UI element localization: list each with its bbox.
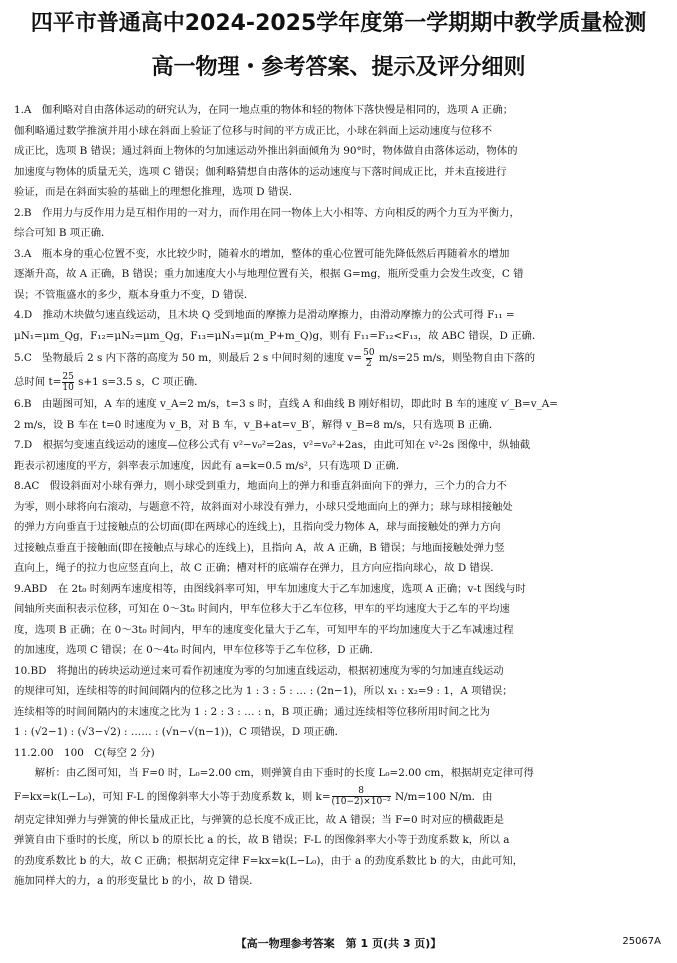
text-line: 为零，则小球将向右滚动，与题意不符，故斜面对小球没有弹力，小球只受地面向上的弹力；球与球相接触处 xyxy=(14,500,513,513)
text-line: 连续相等的时间间隔内的末速度之比为 1 : 2 : 3 : … : n，B 项正确；通过连续相等位移所用时间之比为 xyxy=(14,705,491,718)
text-line: 9.ABD 在 2t₀ 时刻两车速度相等，由图线斜率可知，甲车加速度大于乙车加速度，选项 A 正确；v-t 图线与时 xyxy=(14,582,526,595)
text-line: 度，选项 B 正确；在 0～3t₀ 时间内，甲车的速度变化量大于乙车，可知甲车的平均加速度大于乙车减速过程 xyxy=(14,623,514,636)
text-line: 8.AC 假设斜面对小球有弹力，则小球受到重力，地面向上的弹力和垂直斜面向下的弹力，三个力的合力不 xyxy=(14,480,507,492)
fraction xyxy=(62,372,73,393)
text-line: 3.A 瓶本身的重心位置不变，水比较少时，随着水的增加，整体的重心位置可能先降低然后再随着水的增加 xyxy=(14,247,510,260)
text-line: 解析：由乙图可知，当 F=0 时，L₀=2.00 cm，则弹簧自由下垂时的长度 L₀=2.00 cm，根据胡克定律可得 xyxy=(14,767,534,779)
document-subtitle: 高一物理・参考答案、提示及评分细则 xyxy=(151,55,526,80)
text-line: 7.D 根据匀变速直线运动的速度—位移公式有 v²−v₀²=2as，v²=v₀²+2as，由此可知在 v²-2s 图像中，纵轴截 xyxy=(14,439,531,451)
document-title: 四平市普通高中2024-2025学年度第一学期期中教学质量检测 xyxy=(30,11,647,36)
answer-8 xyxy=(14,476,664,579)
page-footer xyxy=(0,935,677,951)
answer-5 xyxy=(14,346,664,394)
text-line: 的规律可知，连续相等的时间间隔内的位移之比为 1 : 3 : 5 : … : (2n−1)，所以 x₁ : x₂=9 : 1，A 项错误； xyxy=(14,685,513,697)
text-line: 成正比，选项 B 错误；通过斜面上物体的匀加速运动外推出斜面倾角为 90°时，物体做自由落体运动，物体的 xyxy=(14,145,518,157)
text-line: 过接触点垂直于接触面(即在接触点与球心的连线上)，且指向 A，故 A 正确，B 错误；与地面接触处弹力竖 xyxy=(14,541,505,554)
fraction-numerator: 8 xyxy=(358,786,364,796)
answer-6 xyxy=(14,394,664,435)
text-line xyxy=(14,346,664,370)
text-line: 的加速度，选项 C 错误；在 0～4t₀ 时间内，甲车位移等于乙车位移，D 正确． xyxy=(14,644,381,656)
text-line: 的弹力方向垂直于过接触点的公切面(即在两球心的连线上)，且指向受力物体 A，球与面接触处的弹力方向 xyxy=(14,521,501,533)
text-line: 误；不管瓶盛水的多少，瓶本身重力不变，D 错误． xyxy=(14,288,255,301)
answer-10 xyxy=(14,661,664,743)
text-line xyxy=(14,784,664,810)
text-line: 1 : (√2−1) : (√3−√2) : …… : (√n−√(n−1))，C 项错误，D 项正确． xyxy=(14,726,346,738)
text-line: 2 m/s，设 B 车在 t=0 时速度为 v_B，对 B 车，v_B+at=v_B′，解得 v_B=8 m/s，只有选项 B 正确． xyxy=(14,418,500,431)
text-line: 10.BD 将抛出的砖块运动逆过来可看作初速度为零的匀加速直线运动，根据初速度为零的匀加速直线运动 xyxy=(14,664,504,677)
text-line: 的劲度系数比 b 的大，故 C 正确；根据胡克定律 F=kx=k(L−L₀)，由于 a 的劲度系数比 b 的大，由此可知， xyxy=(14,854,524,867)
text-line: μN₁=μm_Qg，F₁₂=μN₂=μm_Qg，F₁₃=μN₃=μ(m_P+m_Q)g，则有 F₁₁=F₁₂<F₁₃，故 ABC 错误，D 正确． xyxy=(14,329,543,342)
fraction-denominator: 2 xyxy=(365,358,372,369)
fraction-numerator: 50 xyxy=(363,347,375,358)
answer-4 xyxy=(14,305,664,346)
text-line: 弹簧自由下垂时的长度，所以 b 的原长比 a 的长，故 B 错误；F-L 的图像斜率大小等于劲度系数 k，所以 a xyxy=(14,834,510,846)
fraction xyxy=(332,786,391,807)
text-line: 6.B 由题图可知，A 车的速度 v_A=2 m/s，t=3 s 时，直线 A 和曲线 B 刚好相切，即此时 B 车的速度 v′_B=v_A= xyxy=(14,398,559,410)
text-line: 距表示初速度的平方，斜率表示加速度，因此有 a=k=0.5 m/s²，只有选项 D 正确． xyxy=(14,459,407,472)
text-line: 2.B 作用力与反作用力是互相作用的一对力，而作用在同一物体上大小相等、方向相反的两个力互为平衡力， xyxy=(14,206,520,219)
fraction-numerator: 25 xyxy=(62,371,74,382)
text-line: 逐渐升高，故 A 正确，B 错误；重力加速度大小与地理位置有关，根据 G=mg，瓶所受重力会发生改变，C 错 xyxy=(14,268,524,280)
answer-2 xyxy=(14,203,664,244)
text-line: 加速度与物体的质量无关，选项 C 错误；伽利略猜想自由落体的运动速度与下落时间成正比，并未直接进行 xyxy=(14,165,507,178)
text-line: 直向上，绳子的拉力也应竖直向上，故 C 正确；槽对杆的底端存在弹力，且方向应指向球心，故 D 错误． xyxy=(14,562,501,574)
text-line: 施加同样大的力，a 的形变量比 b 的小，故 D 错误． xyxy=(14,875,260,887)
text-line: 验证，而是在斜面实验的基础上的理想化推理，选项 D 错误． xyxy=(14,186,300,198)
text-segment: s+1 s=3.5 s，C 项正确． xyxy=(74,376,205,388)
footer-code: 25067A xyxy=(622,936,661,947)
text-line: 间轴所夹面积表示位移，可知在 0～3t₀ 时间内，甲车位移大于乙车位移，甲车的平均速度大于乙车的平均速 xyxy=(14,603,510,615)
text-segment: m/s=25 m/s，则坠物自由下落的 xyxy=(375,352,535,364)
text-line: 4.D 推动木块做匀速直线运动，且木块 Q 受到地面的摩擦力是滑动摩擦力，由滑动摩擦力的公式可得 F₁₁ = xyxy=(14,309,515,321)
answer-9 xyxy=(14,579,664,661)
footer-page-info: 【高一物理参考答案 第 1 页(共 3 页)】 xyxy=(235,937,442,950)
text-line xyxy=(14,370,664,394)
text-segment: F=kx=k(L−L₀)，可知 F-L 的图像斜率大小等于劲度系数 k，则 k= xyxy=(14,790,331,803)
fraction xyxy=(363,348,374,369)
text-line: 1.A 伽利略对自由落体运动的研究认为，在同一地点重的物体和轻的物体下落快慢是相同的，选项 A 正确； xyxy=(14,104,514,116)
fraction-denominator: 10 xyxy=(62,382,74,393)
text-line: 综合可知 B 项正确． xyxy=(14,227,112,239)
text-segment: N/m=100 N/m．由 xyxy=(391,790,493,803)
text-line: 伽利略通过数学推演并用小球在斜面上验证了位移与时间的平方成正比，小球在斜面上运动速度与位移不 xyxy=(14,124,492,137)
text-segment: 5.C 坠物最后 2 s 内下落的高度为 50 m，则最后 2 s 中间时刻的速度 v= xyxy=(14,352,363,364)
answer-11 xyxy=(14,743,664,892)
answer-1 xyxy=(14,100,664,203)
fraction-denominator: (10−2)×10⁻² xyxy=(331,797,391,807)
answer-3 xyxy=(14,244,664,306)
text-segment: 总时间 t= xyxy=(14,376,62,388)
answer-7 xyxy=(14,435,664,476)
answer-content xyxy=(14,100,664,892)
text-line: 胡克定律知弹力与弹簧的伸长量成正比，与弹簧的总长度不成正比，故 A 错误；当 F=0 时对应的横截距是 xyxy=(14,813,505,826)
text-line: 11.2.00 100 C(每空 2 分) xyxy=(14,746,155,759)
